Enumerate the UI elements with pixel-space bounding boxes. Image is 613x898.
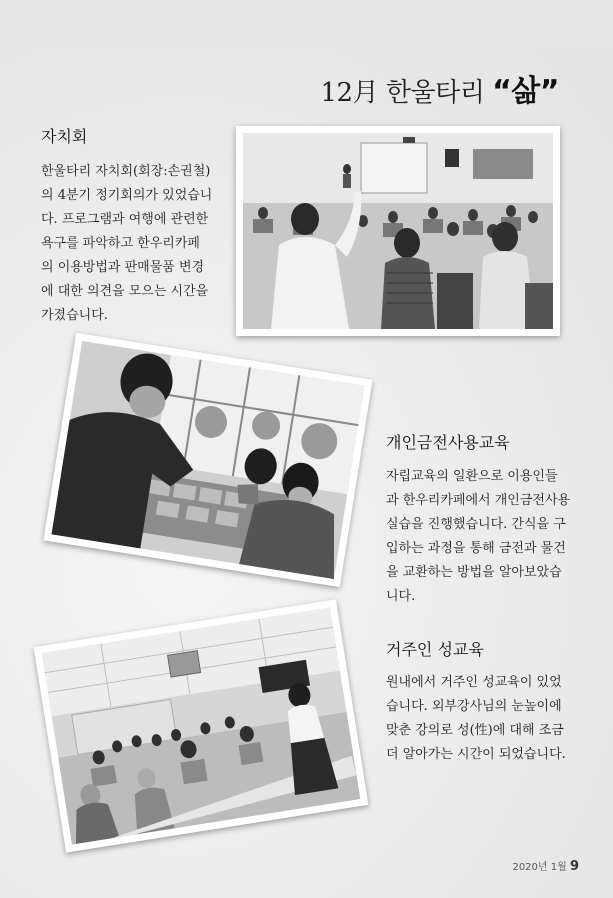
body-line: 자립교육의 일환으로 이용인들 bbox=[386, 469, 558, 484]
section-heading-money: 개인금전사용교육 bbox=[386, 433, 510, 452]
section-body-money bbox=[386, 465, 578, 609]
body-line: 의 4분기 정기회의가 있었습니 bbox=[41, 188, 213, 203]
meeting-photo-image bbox=[243, 133, 553, 329]
section-body-council bbox=[41, 160, 225, 328]
body-line: 욕구를 파악하고 한우리카페 bbox=[41, 236, 200, 251]
footer-date: 2020년 1월 bbox=[512, 862, 567, 873]
body-line: 더 알아가는 시간이 되었습니다. bbox=[386, 747, 566, 762]
meeting-photo bbox=[236, 126, 560, 336]
body-line: 과 한우리카페에서 개인금전사용 bbox=[386, 493, 571, 508]
body-line: 니다. bbox=[386, 589, 416, 604]
body-line: 입하는 과정을 통해 금전과 물건 bbox=[386, 541, 566, 556]
body-line: 습니다. 외부강사님의 눈높이에 bbox=[386, 699, 562, 714]
body-line: 한울타리 자치회(회장:손권철) bbox=[41, 164, 211, 179]
lecture-photo-image bbox=[42, 607, 361, 844]
top-band bbox=[0, 0, 613, 48]
section-body-sex-ed bbox=[386, 671, 578, 767]
body-line: 다. 프로그램과 여행에 관련한 bbox=[41, 212, 209, 227]
section-heading-sex-ed: 거주인 성교육 bbox=[386, 640, 484, 659]
body-line: 실습을 진행했습니다. 간식을 구 bbox=[386, 517, 566, 532]
body-line: 원내에서 거주인 성교육이 있었 bbox=[386, 675, 562, 690]
body-line: 맞춘 강의로 성(性)에 대해 조금 bbox=[386, 723, 564, 738]
body-line: 가졌습니다. bbox=[41, 308, 108, 323]
title-word: 삶 bbox=[511, 74, 540, 109]
body-line: 에 대한 의견을 모으는 시간을 bbox=[41, 284, 209, 299]
title-quote-open: “ bbox=[492, 74, 512, 109]
title-quote-close: ” bbox=[539, 74, 559, 109]
page-title bbox=[321, 66, 560, 110]
title-prefix: 12月 한울타리 bbox=[320, 78, 493, 108]
page-number: 9 bbox=[569, 859, 579, 874]
page-footer bbox=[512, 858, 579, 874]
body-line: 의 이용방법과 판매물품 변경 bbox=[41, 260, 205, 275]
section-heading-council: 자치회 bbox=[41, 127, 88, 146]
cafe-photo-image bbox=[51, 341, 364, 579]
body-line: 을 교환하는 방법을 알아보았습 bbox=[386, 565, 562, 580]
